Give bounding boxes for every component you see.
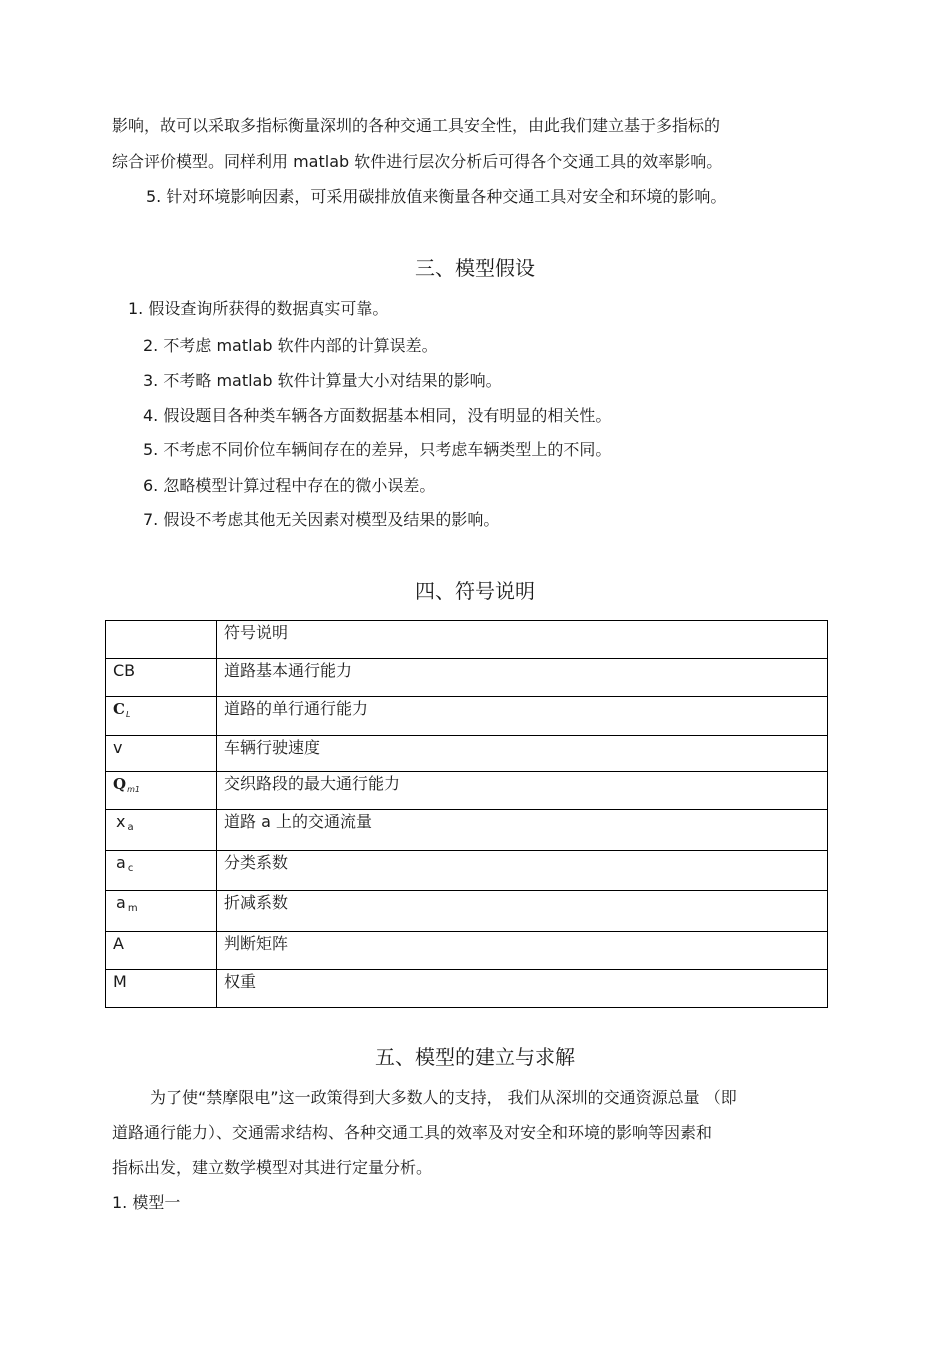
symbol-text: M bbox=[113, 972, 127, 991]
symbol-cell bbox=[106, 736, 217, 772]
symbol-text: v bbox=[113, 738, 123, 757]
symbol-subscript: m bbox=[127, 903, 138, 914]
assumption-item: 5. 不考虑不同价位车辆间存在的差异，只考虑车辆类型上的不同。 bbox=[143, 440, 612, 459]
symbol-cell bbox=[106, 932, 217, 970]
assumption-item: 6. 忽略模型计算过程中存在的微小误差。 bbox=[143, 476, 436, 495]
symbol-subscript: m1 bbox=[127, 785, 140, 794]
table-row bbox=[106, 891, 828, 932]
body-paragraph-line: 道路通行能力）、交通需求结构、各种交通工具的效率及对安全和环境的影响等因素和 bbox=[112, 1123, 713, 1142]
desc-cell: 道路的单行通行能力 bbox=[217, 697, 828, 736]
assumption-item: 4. 假设题目各种类车辆各方面数据基本相同，没有明显的相关性。 bbox=[143, 406, 612, 425]
table-row bbox=[106, 932, 828, 970]
table-row bbox=[106, 772, 828, 810]
desc-cell: 车辆行驶速度 bbox=[217, 736, 828, 772]
desc-cell: 折减系数 bbox=[217, 891, 828, 932]
section-5-heading: 五、模型的建立与求解 bbox=[375, 1045, 575, 1069]
desc-cell: 分类系数 bbox=[217, 851, 828, 891]
desc-cell: 权重 bbox=[217, 970, 828, 1008]
desc-cell: 道路 a 上的交通流量 bbox=[217, 810, 828, 851]
desc-cell: 判断矩阵 bbox=[217, 932, 828, 970]
desc-cell: 道路基本通行能力 bbox=[217, 659, 828, 697]
intro-line-1: 影响，故可以采取多指标衡量深圳的各种交通工具安全性，由此我们建立基于多指标的 bbox=[112, 116, 721, 135]
symbol-text: C bbox=[113, 700, 125, 718]
header-desc-cell: 符号说明 bbox=[217, 621, 828, 659]
assumption-item: 3. 不考略 matlab 软件计算量大小对结果的影响。 bbox=[143, 371, 502, 390]
body-paragraph-line: 指标出发，建立数学模型对其进行定量分析。 bbox=[112, 1158, 433, 1177]
table-row bbox=[106, 736, 828, 772]
table-row bbox=[106, 970, 828, 1008]
assumption-item: 1. 假设查询所获得的数据真实可靠。 bbox=[128, 299, 389, 318]
subsection-heading: 1. 模型一 bbox=[112, 1193, 181, 1212]
symbol-subscript: a bbox=[127, 822, 134, 833]
body-paragraph-line: 为了使“禁摩限电”这一政策得到大多数人的支持， 我们从深圳的交通资源总量 （即 bbox=[150, 1088, 737, 1107]
symbol-subscript: c bbox=[127, 863, 134, 874]
symbol-text: x bbox=[116, 812, 126, 831]
symbol-cell bbox=[106, 697, 217, 736]
symbol-cell bbox=[106, 851, 217, 891]
symbol-cell bbox=[106, 810, 217, 851]
assumption-item: 7. 假设不考虑其他无关因素对模型及结果的影响。 bbox=[143, 510, 500, 529]
table-header-row bbox=[106, 621, 828, 659]
symbol-text: CB bbox=[113, 661, 136, 680]
symbol-cell bbox=[106, 970, 217, 1008]
desc-cell: 交织路段的最大通行能力 bbox=[217, 772, 828, 810]
table-row bbox=[106, 697, 828, 736]
symbol-text: a bbox=[116, 853, 126, 872]
section-3-heading: 三、模型假设 bbox=[415, 256, 535, 280]
assumption-item: 2. 不考虑 matlab 软件内部的计算误差。 bbox=[143, 336, 438, 355]
symbol-cell bbox=[106, 659, 217, 697]
symbol-text: A bbox=[113, 934, 124, 953]
header-symbol-cell bbox=[106, 621, 217, 659]
table-row bbox=[106, 659, 828, 697]
symbol-cell bbox=[106, 891, 217, 932]
symbol-table bbox=[105, 620, 828, 1008]
table-row bbox=[106, 810, 828, 851]
section-4-heading: 四、符号说明 bbox=[415, 579, 535, 603]
symbol-subscript: L bbox=[125, 710, 131, 719]
table-row bbox=[106, 851, 828, 891]
intro-line-2: 综合评价模型。同样利用 matlab 软件进行层次分析后可得各个交通工具的效率影响。 bbox=[112, 152, 723, 171]
intro-line-3: 5. 针对环境影响因素，可采用碳排放值来衡量各种交通工具对安全和环境的影响。 bbox=[146, 187, 727, 206]
symbol-cell bbox=[106, 772, 217, 810]
symbol-text: a bbox=[116, 893, 126, 912]
symbol-text: Q bbox=[113, 775, 127, 793]
